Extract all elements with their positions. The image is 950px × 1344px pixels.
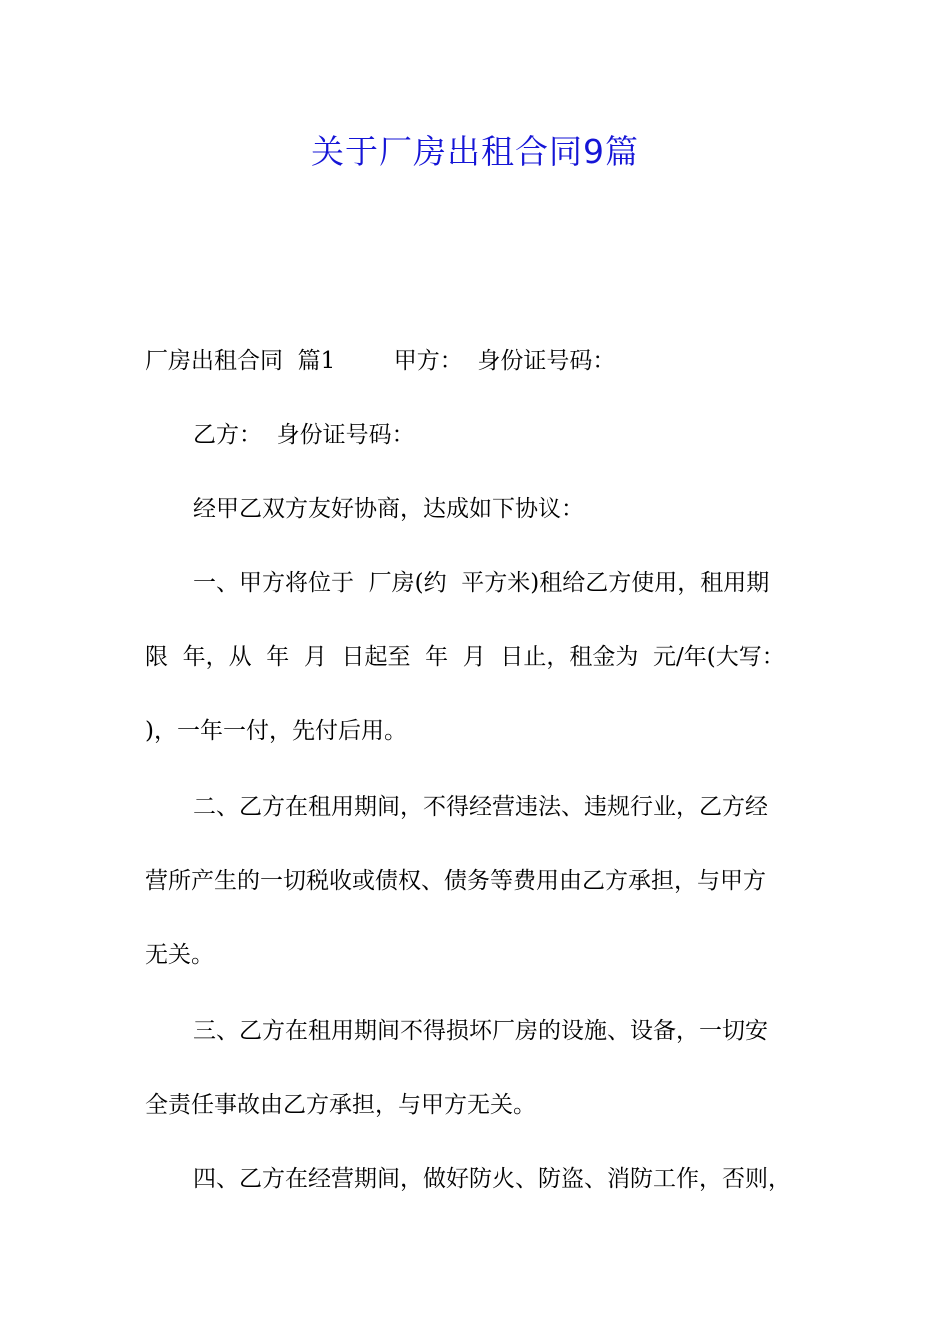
text-line-heading: 厂房出租合同 篇1 甲方： 身份证号码： bbox=[145, 348, 616, 374]
document-title: 关于厂房出租合同9篇 bbox=[311, 132, 639, 171]
text-line-clause-2c: 无关。 bbox=[145, 942, 214, 968]
text-line-clause-1a: 一、甲方将位于 厂房(约 平方米)租给乙方使用，租用期 bbox=[193, 570, 770, 596]
text-line-clause-1c: )，一年一付，先付后用。 bbox=[145, 718, 407, 744]
text-line-clause-2b: 营所产生的一切税收或债权、债务等费用由乙方承担，与甲方 bbox=[145, 868, 766, 894]
text-line-clause-3a: 三、乙方在租用期间不得损坏厂房的设施、设备，一切安 bbox=[193, 1018, 768, 1044]
text-line-clause-3b: 全责任事故由乙方承担，与甲方无关。 bbox=[145, 1092, 536, 1118]
text-line-clause-2a: 二、乙方在租用期间，不得经营违法、违规行业，乙方经 bbox=[193, 794, 768, 820]
text-line-agreement-intro: 经甲乙双方友好协商，达成如下协议： bbox=[193, 496, 584, 522]
text-line-clause-4a: 四、乙方在经营期间，做好防火、防盗、消防工作，否则， bbox=[193, 1166, 791, 1192]
text-line-party-b: 乙方： 身份证号码： bbox=[193, 422, 415, 448]
text-line-clause-1b: 限 年，从 年 月 日起至 年 月 日止，租金为 元/年(大写： bbox=[145, 644, 785, 670]
